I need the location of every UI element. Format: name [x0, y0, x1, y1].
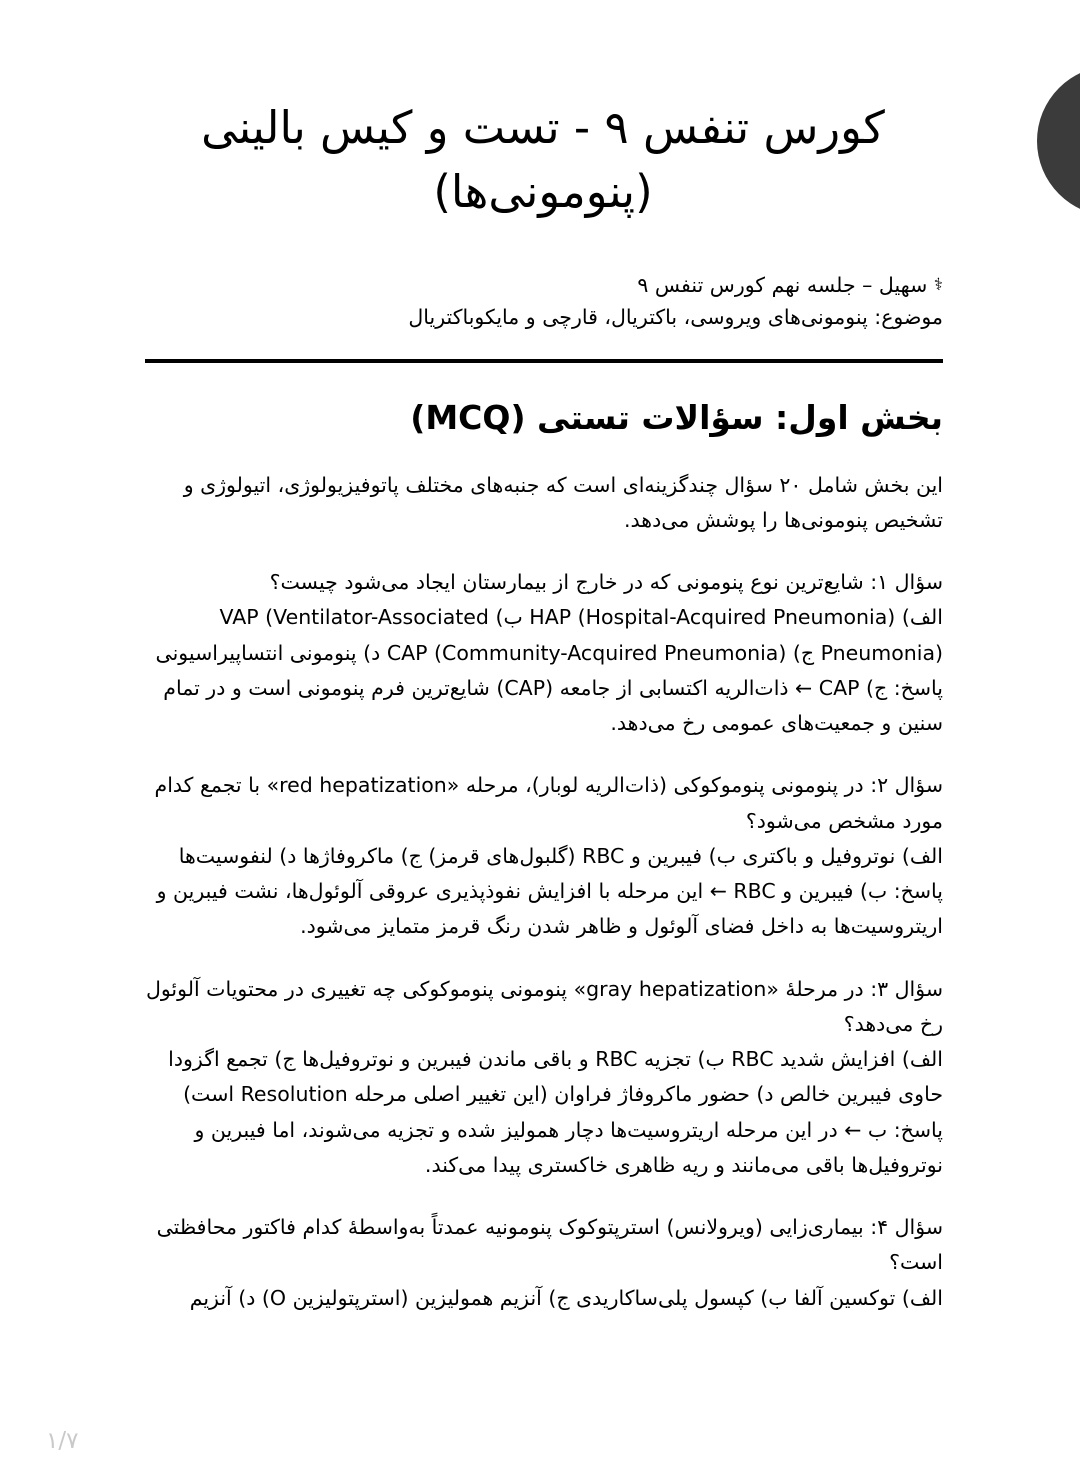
question-options: الف) نوتروفیل و باکتری ب) فیبرین و RBC (گلبول‌های قرمز) ج) ماکروفاژها د) لنفوسیت‌ها	[178, 843, 943, 868]
question-block	[143, 1183, 943, 1316]
page-number: ۱/۷	[46, 1428, 79, 1454]
question-block	[143, 945, 943, 1184]
page-title: کورس تنفس ۹ - تست و کیس بالینی (پنومونی‌ها)	[201, 101, 885, 218]
caduceus-icon: ⚕	[933, 274, 943, 295]
question-answer: پاسخ: ب ← در این مرحله اریتروسیت‌ها دچار همولیز شده و تجزیه می‌شوند، اما فیبرین و نوتروفیل‌ها باقی می‌مانند و ریه ظاهری خاکستری پیدا می‌کند.	[194, 1117, 943, 1177]
document-meta	[143, 224, 943, 334]
question-prompt: سؤال ۲: در پنومونی پنوموکوکی (ذات‌الریه لوبار)، مرحله «red hepatization» با تجمع کدام مورد مشخص می‌شود؟	[154, 773, 943, 833]
question-block	[143, 538, 943, 741]
corner-bubble-decoration[interactable]	[1037, 66, 1080, 216]
question-prompt: سؤال ۱: شایع‌ترین نوع پنومونی که در خارج از بیمارستان ایجاد می‌شود چیست؟	[269, 570, 943, 594]
question-options: الف) افزایش شدید RBC ب) تجزیه RBC و باقی ماندن فیبرین و نوتروفیل‌ها ج) تجمع اگزودا حاوی فیبرین خالص د) حضور ماکروفاژ فراوان (این تغییر اصلی مرحله Resolution است)	[168, 1047, 943, 1107]
question-answer: پاسخ: ج) CAP ← ذات‌الریه اکتسابی از جامعه (CAP) شایع‌ترین فرم پنومونی است و در تمام سنین و جمعیت‌های عمومی رخ می‌دهد.	[163, 675, 943, 735]
author-label: سهیل – جلسه نهم کورس تنفس ۹	[637, 272, 928, 297]
question-options: الف) توکسین آلفا ب) کپسول پلی‌ساکاریدی ج) آنزیم همولیزین (استرپتولیزین O) د) آنزیم	[189, 1285, 943, 1310]
question-block	[143, 741, 943, 944]
subject-line: موضوع: پنومونی‌های ویروسی، باکتریال، قارچی و مایکوباکتریال	[408, 304, 943, 329]
document-content	[143, 0, 943, 1316]
author-line	[143, 270, 943, 302]
question-prompt: سؤال ۳: در مرحلهٔ «gray hepatization» پنومونی پنوموکوکی چه تغییری در محتویات آلوئول رخ می‌دهد؟	[145, 976, 943, 1036]
question-prompt: سؤال ۴: بیماری‌زایی (ویرولانس) استرپتوکوک پنومونیه عمدتاً به‌واسطهٔ کدام فاکتور محافظتی است؟	[156, 1215, 943, 1275]
question-answer: پاسخ: ب) فیبرین و RBC ← این مرحله با افزایش نفوذپذیری عروقی آلوئول‌ها، نشت فیبرین و اریتروسیت‌ها به داخل فضای آلوئول و ظاهر شدن رنگ قرمز متمایز می‌شود.	[156, 879, 943, 939]
section-heading: بخش اول: سؤالات تستی (MCQ)	[410, 398, 943, 438]
question-options: الف) HAP (Hospital-Acquired Pneumonia) ب) VAP (Ventilator-Associated Pneumonia) ج) CAP (Community-Acquired Pneumonia) د) پنومونی انتساپیراسیونی	[155, 605, 943, 665]
horizontal-rule	[145, 359, 943, 363]
section-intro-paragraph: این بخش شامل ۲۰ سؤال چندگزینه‌ای است که جنبه‌های مختلف پاتوفیزیولوژی، اتیولوژی و تشخیص پنومونی‌ها را پوشش می‌دهد.	[183, 472, 943, 532]
